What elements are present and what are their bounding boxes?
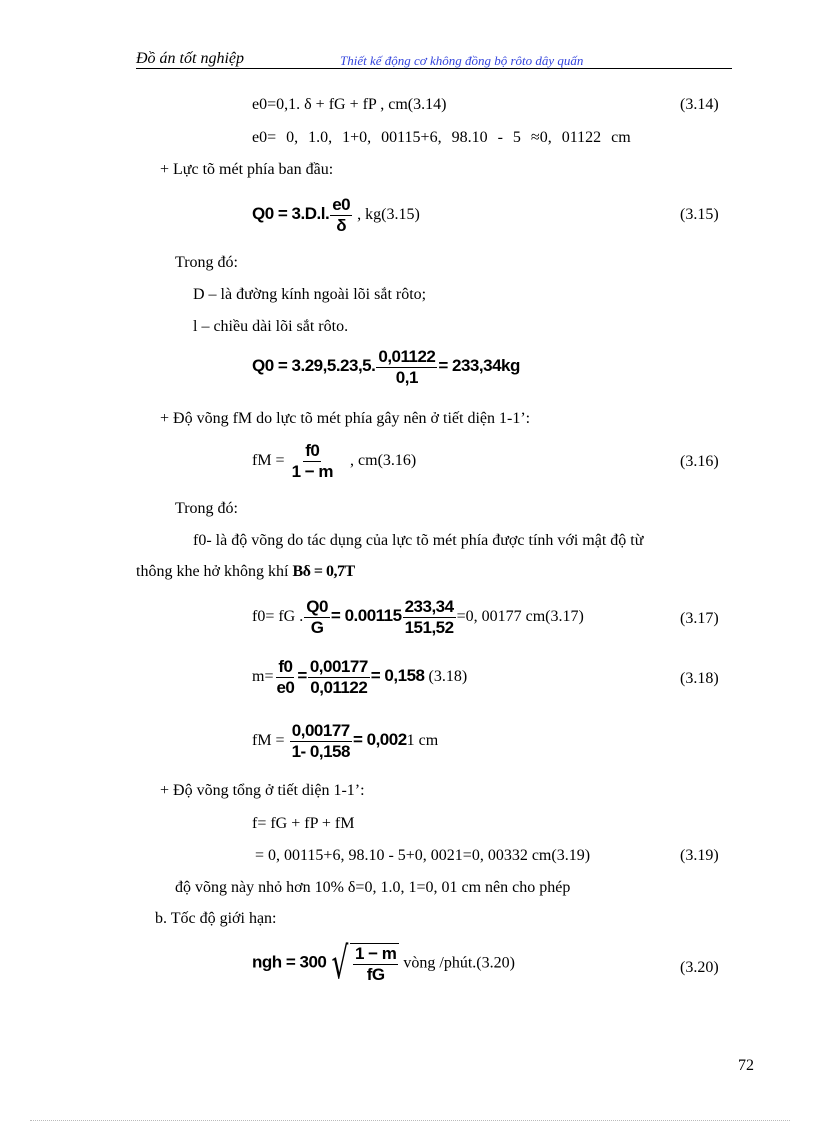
fm-num: f0 xyxy=(305,441,320,460)
q0-lhs: Q0 = 3.D.l. xyxy=(252,204,330,224)
f0-description-2: thông khe hở không khí Bδ = 0,7T xyxy=(136,563,355,580)
f-sum-value: = 0, 00115+6, 98.10 - 5+0, 0021=0, 00332 cm(3.19) xyxy=(255,847,591,864)
conclusion: độ võng này nhỏ hơn 10% δ=0, 1.0, 1=0, 01 cm nên cho phép xyxy=(175,879,571,896)
m-lhs: m= xyxy=(252,668,274,686)
ngh-num: 1 − m xyxy=(354,944,397,963)
f0-num2: 233,34 xyxy=(404,597,454,616)
fm2-result: = 0,002 xyxy=(352,730,407,750)
eq-number-3-15: (3.15) xyxy=(680,206,719,223)
m-formula xyxy=(252,657,467,698)
fm-tail: , cm(3.16) xyxy=(350,452,417,470)
section-b-heading: b. Tốc độ giới hạn: xyxy=(155,910,277,927)
q0-num: e0 xyxy=(332,195,351,214)
m-den1: e0 xyxy=(276,678,295,697)
header-right: Thiết kế động cơ không đồng bộ rôto dây quấn xyxy=(340,53,584,68)
f0-mid: = 0.00115 xyxy=(330,606,402,626)
m-num2: 0,00177 xyxy=(309,657,368,676)
m-num1: f0 xyxy=(278,657,293,676)
bullet-do-vang: + Độ võng fM do lực tõ mét phía gây nên ở tiết diện 1-1’: xyxy=(160,410,531,427)
fm2-tail: 1 cm xyxy=(406,732,439,750)
eq-number-3-19: (3.19) xyxy=(680,847,719,864)
fm-lhs: fM = xyxy=(252,452,285,470)
trong-do-1: Trong đó: xyxy=(175,254,238,271)
f0-lhs: f0= fG . xyxy=(252,608,304,626)
q0-calc-num: 0,01122 xyxy=(378,347,436,366)
f0-den1: G xyxy=(310,618,324,637)
f0-description-1: f0- là độ võng do tác dụng của lực tõ mét phía được tính với mật độ từ xyxy=(193,532,644,549)
q0-calc-lhs: Q0 = 3.29,5.23,5. xyxy=(252,356,376,376)
eq-number-3-17: (3.17) xyxy=(680,610,719,627)
ngh-den: fG xyxy=(366,965,385,984)
e0-formula: e0=0,1. δ + fG + fP , cm(3.14) xyxy=(252,96,447,113)
trong-do-2: Trong đó: xyxy=(175,500,238,517)
bottom-dotted-line xyxy=(30,1120,790,1121)
m-result: = 0,158 xyxy=(370,666,425,686)
l-description: l – chiều dài lõi sắt rôto. xyxy=(193,318,349,335)
fm2-num: 0,00177 xyxy=(291,721,350,740)
fm2-lhs: fM = xyxy=(252,732,285,750)
d-description: D – là đường kính ngoài lõi sắt rôto; xyxy=(193,286,427,303)
f0-den2: 151,52 xyxy=(404,618,454,637)
eq-number-3-18: (3.18) xyxy=(680,670,719,687)
header-rule xyxy=(136,68,732,69)
q0-calc-result: = 233,34kg xyxy=(438,356,520,376)
f0-formula xyxy=(252,597,584,638)
eq-number-3-14: (3.14) xyxy=(680,96,719,113)
sqrt-symbol: √ xyxy=(331,938,349,989)
bullet-do-vong-tong: + Độ võng tổng ở tiết diện 1-1’: xyxy=(160,782,365,799)
fm2-den: 1- 0,158 xyxy=(291,742,350,761)
ngh-formula xyxy=(252,938,515,989)
m-eq: = xyxy=(297,666,307,686)
fm-formula xyxy=(252,441,416,482)
ngh-lhs: ngh = 300 xyxy=(252,952,327,972)
e0-value: e0= 0, 1.0, 1+0, 00115+6, 98.10 - 5 ≈0, 01122 cm xyxy=(252,129,631,146)
q0-calc-den: 0,1 xyxy=(395,368,418,387)
ngh-tail: vòng /phút.(3.20) xyxy=(403,954,515,972)
b-delta: Bδ = 0,7T xyxy=(292,563,355,580)
eq-number-3-20: (3.20) xyxy=(680,959,719,976)
eq-number-3-16: (3.16) xyxy=(680,453,719,470)
fm-value xyxy=(252,721,438,762)
q0-tail: , kg(3.15) xyxy=(357,206,420,224)
f-sum: f= fG + fP + fM xyxy=(252,815,355,832)
q0-calculation xyxy=(252,347,520,388)
f0-num1: Q0 xyxy=(306,597,328,616)
m-tail: (3.18) xyxy=(428,668,468,686)
page-number: 72 xyxy=(738,1057,754,1074)
bullet-luc-to: + Lực tõ mét phía ban đầu: xyxy=(160,161,334,178)
fm-den: 1 − m xyxy=(291,462,334,481)
m-den2: 0,01122 xyxy=(310,678,368,697)
f0-tail: =0, 00177 cm(3.17) xyxy=(456,608,584,626)
header-left: Đồ án tốt nghiệp xyxy=(136,50,244,67)
q0-formula xyxy=(252,195,420,236)
q0-den: δ xyxy=(336,216,347,235)
